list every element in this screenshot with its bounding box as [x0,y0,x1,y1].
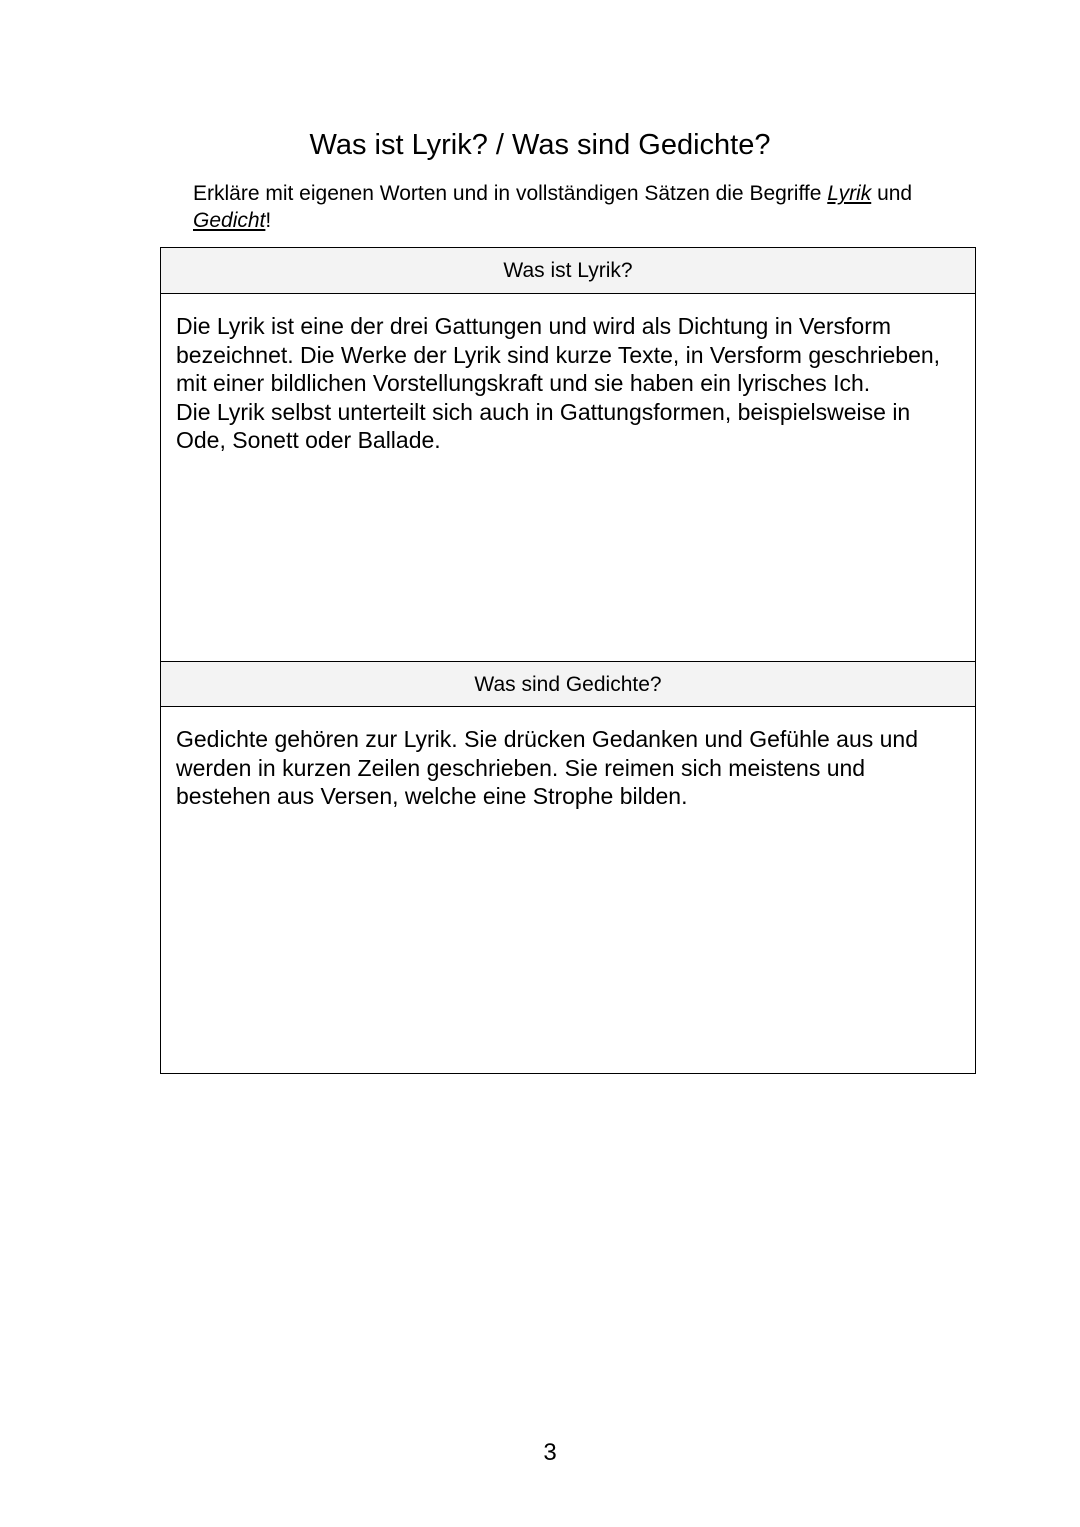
answer-table [160,247,976,1074]
instructions-text-2: und [871,182,913,205]
page-number: 3 [543,1439,557,1466]
answer-box-lyrik [161,294,975,661]
answer-paragraph: Die Lyrik ist eine der drei Gattungen und wird als Dichtung in Versform bezeichnet. Die Werke der Lyrik sind kurze Texte, in Versform geschrieben, mit einer bildlichen Vorstellungskraft und sie haben ein lyrisches Ich. [176,313,941,396]
term-gedicht: Gedicht [193,209,266,232]
answer-paragraph: Die Lyrik selbst unterteilt sich auch in Gattungsformen, beispielsweise in Ode, Sonett oder Ballade. [176,398,911,453]
task-instructions [193,180,983,234]
section-header-lyrik: Was ist Lyrik? [161,248,975,294]
page-title: Was ist Lyrik? / Was sind Gedichte? [309,129,771,161]
term-lyrik: Lyrik [827,182,872,205]
instructions-text-1: Erkläre mit eigenen Worten und in vollständigen Sätzen die Begriffe [193,182,828,205]
answer-paragraph: Gedichte gehören zur Lyrik. Sie drücken Gedanken und Gefühle aus und werden in kurzen Zeilen geschrieben. Sie reimen sich meistens und bestehen aus Versen, welche eine Strophe bilden. [176,726,919,809]
section-header-gedichte: Was sind Gedichte? [161,661,975,707]
instructions-text-3: ! [265,209,272,232]
answer-box-gedichte [161,707,975,1073]
